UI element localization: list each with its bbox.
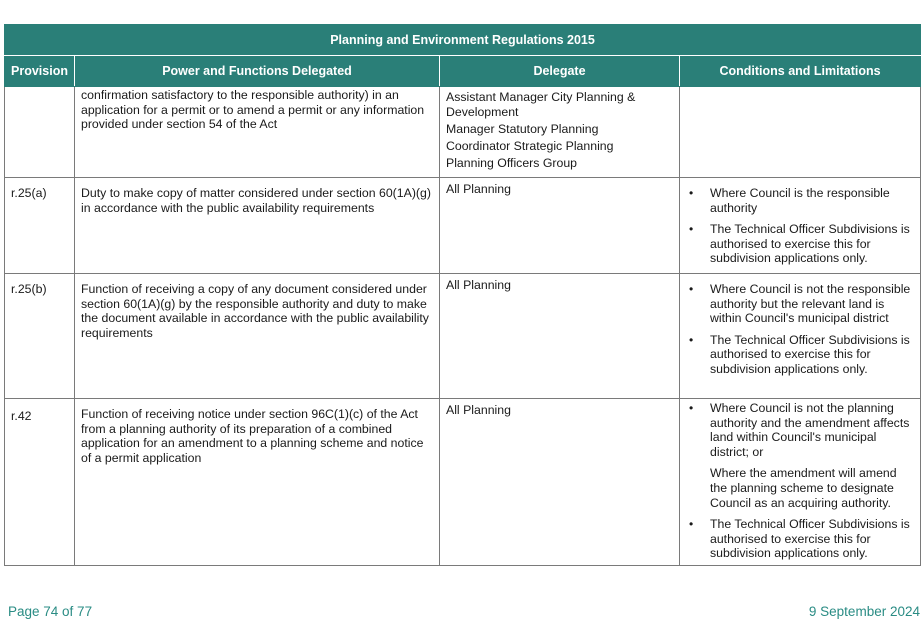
delegate-item: All Planning (446, 402, 511, 417)
header-delegate: Delegate (440, 56, 680, 87)
delegate-item: Planning Officers Group (446, 155, 578, 170)
header-provision: Provision (5, 56, 75, 87)
condition-item: • Where Council is not the responsible authority but the relevant land is within Council's municipal district (710, 282, 916, 326)
delegate-cell (440, 398, 680, 565)
delegate-item: All Planning (446, 181, 511, 196)
delegate-item: Assistant Manager City Planning & Development (446, 90, 636, 119)
table-row (5, 273, 921, 398)
power-cell: Function of receiving notice under section 96C(1)(c) of the Act from a planning authority of its preparation of a combined application for an amendment to a planning scheme and notice of a permit application (75, 398, 440, 565)
footer-date: 9 September 2024 (808, 604, 920, 619)
provision-cell: r.25(a) (5, 177, 75, 273)
conditions-cell (680, 87, 921, 178)
delegate-item: Manager Statutory Planning (446, 121, 599, 136)
provision-cell: r.42 (5, 398, 75, 565)
delegate-item: Coordinator Strategic Planning (446, 138, 614, 153)
condition-item: • The Technical Officer Subdivisions is authorised to exercise this for subdivision applications only. (710, 222, 916, 266)
header-power: Power and Functions Delegated (75, 56, 440, 87)
delegations-table (4, 24, 921, 566)
table-row (5, 398, 921, 565)
condition-item: Where the amendment will amend the planning scheme to designate Council as an acquiring authority. (710, 466, 897, 510)
header-conditions: Conditions and Limitations (680, 56, 921, 87)
provision-cell: r.25(b) (5, 273, 75, 398)
condition-item: • Where Council is the responsible authority (710, 186, 916, 215)
power-cell: Function of receiving a copy of any document considered under section 60(1A)(g) by the responsible authority and duty to make the document available in accordance with the public availability requirements (75, 273, 440, 398)
page-number: Page 74 of 77 (8, 604, 93, 619)
power-cell: Duty to make copy of matter considered under section 60(1A)(g) in accordance with the public availability requirements (75, 177, 440, 273)
conditions-cell (680, 273, 921, 398)
delegate-cell (440, 177, 680, 273)
table-row (5, 177, 921, 273)
delegate-cell (440, 273, 680, 398)
delegate-cell (440, 87, 680, 178)
conditions-cell (680, 177, 921, 273)
power-cell: confirmation satisfactory to the responsible authority) in an application for a permit or to amend a permit or any information provided under section 54 of the Act (75, 87, 440, 178)
condition-item: • Where Council is not the planning authority and the amendment affects land within Council's municipal district; or (710, 401, 916, 459)
table-row (5, 87, 921, 178)
condition-item: • The Technical Officer Subdivisions is authorised to exercise this for subdivision applications only. (710, 333, 916, 377)
provision-cell (5, 87, 75, 178)
conditions-cell (680, 398, 921, 565)
table-title: Planning and Environment Regulations 2015 (5, 25, 921, 56)
condition-item: • The Technical Officer Subdivisions is authorised to exercise this for subdivision applications only. (710, 517, 916, 561)
delegate-item: All Planning (446, 277, 511, 292)
